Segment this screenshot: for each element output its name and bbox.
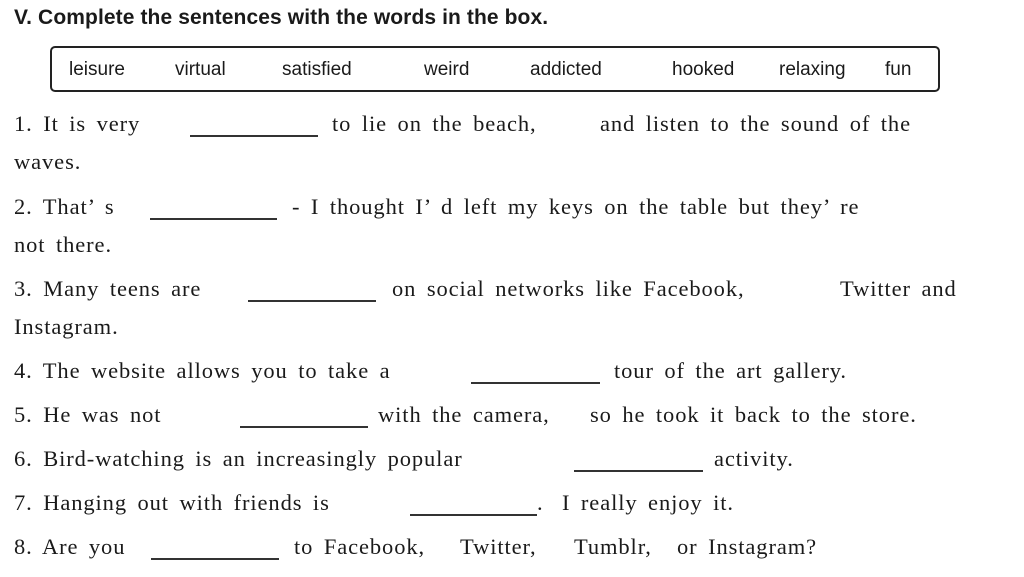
sentence-7-end: I really enjoy it. [562,490,734,515]
word-box-item: virtual [175,59,226,80]
word-box-item: weird [424,59,470,80]
word-box-item: hooked [672,59,735,80]
sentence-7-end: . [537,490,544,515]
sentence-8-start: 8. Are you [14,534,126,559]
sentence-5-start: 5. He was not [14,402,162,427]
sentence-2-start: 2. That’ s [14,194,115,219]
sentence-4-end: tour of the art gallery. [614,358,847,383]
sentence-5-end: so he took it back to the store. [590,402,917,427]
answer-blank-1 [190,135,318,137]
sentence-3-end: on social networks like Facebook, [392,276,745,301]
answer-blank-7 [410,514,537,516]
word-box-item: addicted [530,59,602,80]
sentence-1-start: 1. It is very [14,111,141,136]
sentence-5-end: with the camera, [378,402,550,427]
sentence-1-continuation: waves. [14,149,82,174]
sentence-2-continuation: not there. [14,232,112,257]
word-box [50,46,940,92]
sentence-8-end: Twitter, [460,534,537,559]
exercise-title: V. Complete the sentences with the words in the box. [14,6,549,29]
sentence-2-end: - I thought I’ d left my keys on the table but they’ re [292,194,860,219]
sentence-6-end: activity. [714,446,794,471]
word-box-item: leisure [69,59,125,80]
word-box-item: fun [885,59,912,80]
answer-blank-8 [151,558,279,560]
sentence-8-end: or Instagram? [677,534,818,559]
sentence-8-end: Tumblr, [574,534,652,559]
word-box-item: satisfied [282,59,352,80]
sentence-3-end: Twitter and [840,276,957,301]
answer-blank-3 [248,300,376,302]
answer-blank-2 [150,218,277,220]
answer-blank-6 [574,470,703,472]
answer-blank-4 [471,382,600,384]
word-box-item: relaxing [779,59,846,80]
sentence-1-end: and listen to the sound of the [600,111,911,136]
sentence-3-continuation: Instagram. [14,314,119,339]
answer-blank-5 [240,426,368,428]
sentence-7-start: 7. Hanging out with friends is [14,490,330,515]
sentence-4-start: 4. The website allows you to take a [14,358,391,383]
sentence-3-start: 3. Many teens are [14,276,202,301]
sentence-1-end: to lie on the beach, [332,111,537,136]
sentence-6-start: 6. Bird-watching is an increasingly popular [14,446,463,471]
sentence-8-end: to Facebook, [294,534,426,559]
